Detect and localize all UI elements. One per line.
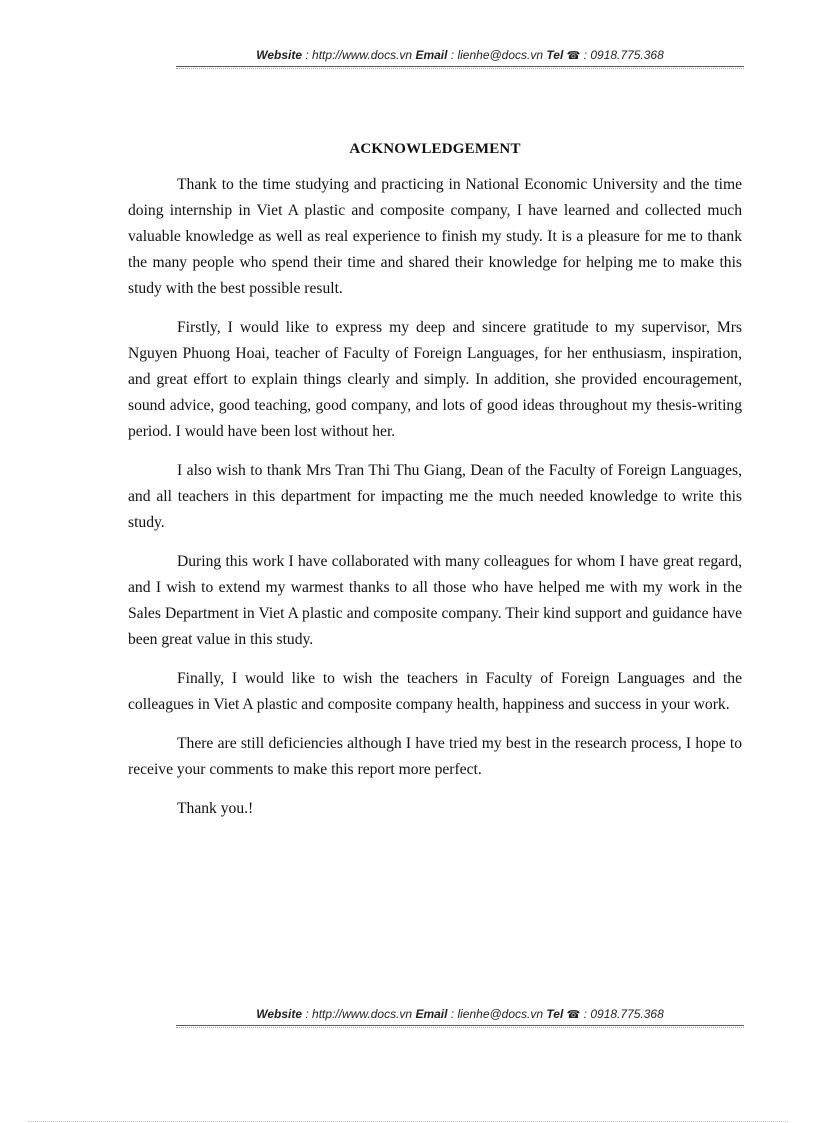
document-title: ACKNOWLEDGEMENT bbox=[349, 141, 521, 157]
closing-line: Thank you.! bbox=[177, 800, 254, 817]
document-body bbox=[128, 138, 742, 822]
header-rule bbox=[176, 66, 744, 69]
header-website-url[interactable]: http://www.docs.vn bbox=[312, 48, 413, 62]
header-email-label: Email bbox=[415, 48, 448, 62]
paragraph: Thank to the time studying and practicing in National Economic University and the time doing internship in Viet A plastic and composite company, I have learned and collected much valuable knowledge as well as real experience to finish my study. It is a pleasure for me to thank the many people who spend their time and shared their knowledge for helping me to make this study with the best possible result. bbox=[128, 176, 742, 297]
footer-email-sep: : bbox=[447, 1007, 458, 1021]
page-footer bbox=[176, 1007, 744, 1021]
header-website-sep: : bbox=[302, 48, 313, 62]
paragraph: Finally, I would like to wish the teachers in Faculty of Foreign Languages and the colleagues in Viet A plastic and composite company health, happiness and success in your work. bbox=[128, 670, 742, 713]
footer-website-url[interactable]: http://www.docs.vn bbox=[312, 1007, 413, 1021]
header-tel-value: 0918.775.368 bbox=[590, 48, 664, 62]
header-website-label: Website bbox=[256, 48, 303, 62]
footer-rule bbox=[176, 1025, 744, 1028]
header-email-value[interactable]: lienhe@docs.vn bbox=[457, 48, 544, 62]
header-email-sep: : bbox=[447, 48, 458, 62]
page-header bbox=[176, 48, 744, 62]
footer-email-value[interactable]: lienhe@docs.vn bbox=[457, 1007, 544, 1021]
header-tel-label: Tel bbox=[546, 48, 564, 62]
footer-website-label: Website bbox=[256, 1007, 303, 1021]
phone-icon: ☎ bbox=[566, 1009, 581, 1021]
footer-website-sep: : bbox=[302, 1007, 313, 1021]
footer-email-label: Email bbox=[415, 1007, 448, 1021]
paragraph: I also wish to thank Mrs Tran Thi Thu Giang, Dean of the Faculty of Foreign Languages, and all teachers in this department for impacting me the much needed knowledge to write this study. bbox=[128, 462, 742, 531]
header-tel-sep: : bbox=[580, 48, 591, 62]
paragraph: Firstly, I would like to express my deep and sincere gratitude to my supervisor, Mrs Nguyen Phuong Hoai, teacher of Faculty of Foreign Languages, for her enthusiasm, inspiration, and great effort to explain things clearly and simply. In addition, she provided encouragement, sound advice, good teaching, good company, and lots of good ideas throughout my thesis-writing period. I would have been lost without her. bbox=[128, 319, 742, 440]
paragraph: There are still deficiencies although I have tried my best in the research process, I hope to receive your comments to make this report more perfect. bbox=[128, 735, 742, 778]
footer-tel-label: Tel bbox=[546, 1007, 564, 1021]
footer-tel-value: 0918.775.368 bbox=[590, 1007, 664, 1021]
page-bottom-border bbox=[28, 1121, 788, 1122]
footer-tel-sep: : bbox=[580, 1007, 591, 1021]
paragraph: During this work I have collaborated with many colleagues for whom I have great regard, and I wish to extend my warmest thanks to all those who have helped me with my work in the Sales Department in Viet A plastic and composite company. Their kind support and guidance have been great value in this study. bbox=[128, 553, 742, 648]
phone-icon: ☎ bbox=[566, 50, 581, 62]
